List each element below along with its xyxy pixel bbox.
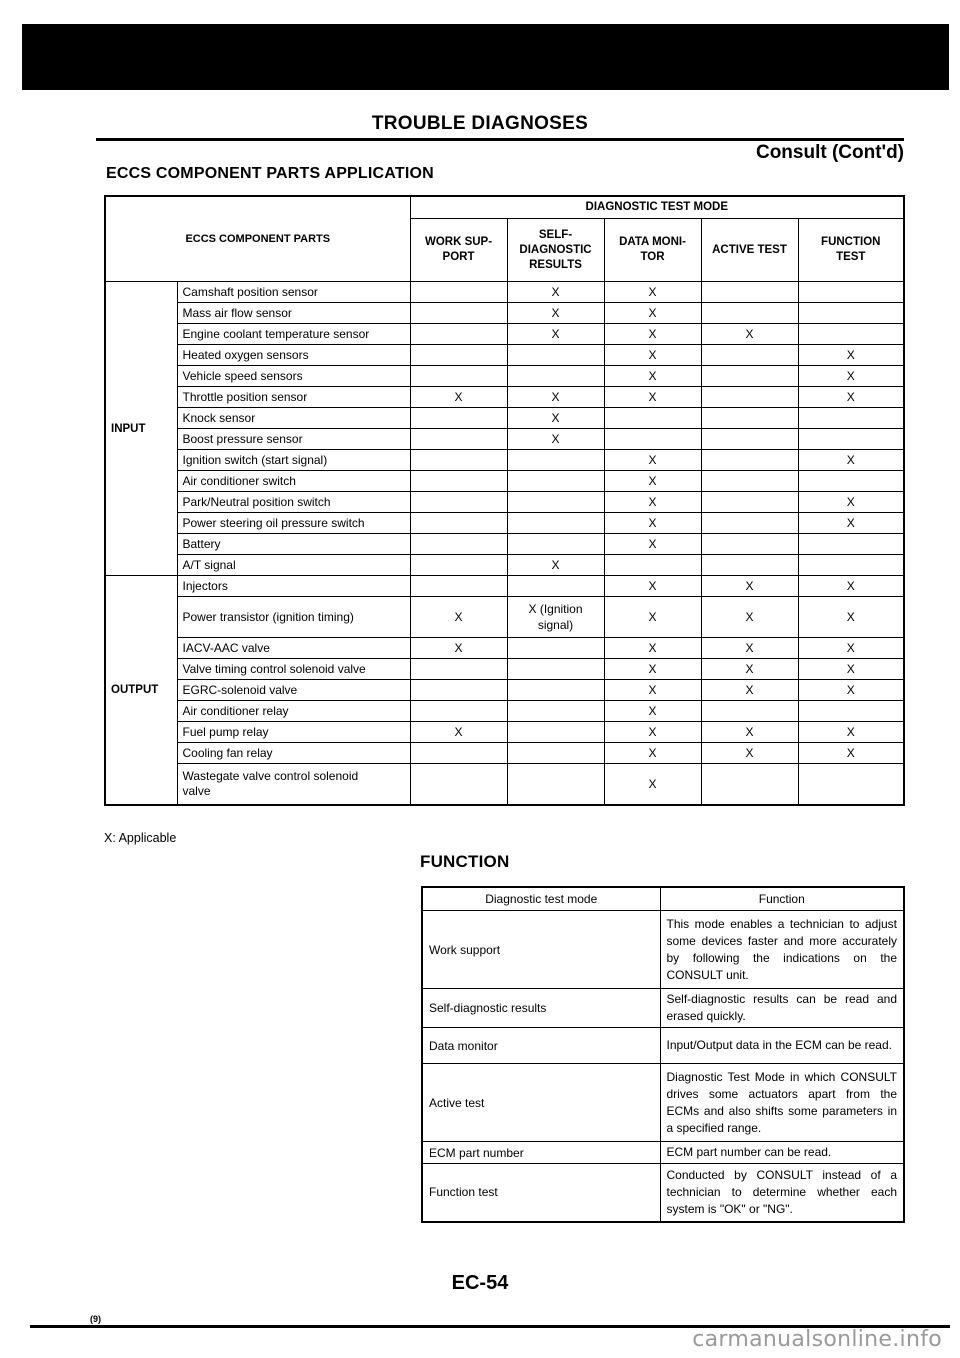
applicable-mark: X <box>798 743 904 764</box>
applicable-mark: X <box>798 366 904 387</box>
page-number: EC-54 <box>451 1272 509 1294</box>
applicable-mark <box>410 345 507 366</box>
applicable-mark: X <box>701 743 798 764</box>
function-heading: FUNCTION <box>420 852 510 871</box>
applicable-mark <box>507 722 604 743</box>
applicable-mark: X <box>507 429 604 450</box>
table-row <box>105 303 904 324</box>
applicable-mark <box>798 282 904 303</box>
component-name: Fuel pump relay <box>177 722 410 743</box>
applicable-mark: X <box>604 576 701 597</box>
applicable-mark: X <box>410 638 507 659</box>
applicable-mark <box>507 701 604 722</box>
applicable-mark <box>507 492 604 513</box>
test-mode-name: Work support <box>422 911 660 989</box>
component-name: IACV-AAC valve <box>177 638 410 659</box>
applicable-mark <box>701 408 798 429</box>
watermark: carmanualsonline.info <box>692 1327 942 1352</box>
applicable-mark: X <box>604 387 701 408</box>
applicable-mark <box>410 555 507 576</box>
applicable-mark: X <box>798 513 904 534</box>
applicable-mark <box>701 387 798 408</box>
test-mode-name: Data monitor <box>422 1028 660 1064</box>
applicable-mark: X <box>798 450 904 471</box>
applicable-mark <box>701 701 798 722</box>
applicable-mark <box>410 366 507 387</box>
applicable-mark <box>410 659 507 680</box>
test-mode-name: Active test <box>422 1064 660 1142</box>
applicable-mark <box>701 492 798 513</box>
category-output: OUTPUT <box>105 576 177 806</box>
table-row <box>105 513 904 534</box>
column-header: SELF- DIAGNOSTIC RESULTS <box>507 219 604 282</box>
applicable-mark <box>410 534 507 555</box>
component-name: Power steering oil pressure switch <box>177 513 410 534</box>
applicable-mark <box>798 471 904 492</box>
applicable-mark <box>410 576 507 597</box>
applicable-mark <box>701 282 798 303</box>
applicable-mark: X <box>798 722 904 743</box>
applicable-mark: X <box>798 659 904 680</box>
applicable-mark <box>410 282 507 303</box>
table-row <box>105 743 904 764</box>
component-name: Battery <box>177 534 410 555</box>
table-row <box>105 408 904 429</box>
applicable-mark <box>798 555 904 576</box>
component-name: Boost pressure sensor <box>177 429 410 450</box>
applicable-mark <box>410 450 507 471</box>
header-black-bar <box>22 24 949 90</box>
page-title: TROUBLE DIAGNOSES <box>371 113 589 134</box>
function-table <box>421 886 905 1223</box>
applicable-mark <box>604 429 701 450</box>
applicable-mark: X <box>604 282 701 303</box>
applicable-mark: X <box>798 638 904 659</box>
function-row <box>422 911 904 989</box>
table-row <box>105 764 904 806</box>
applicable-mark <box>701 429 798 450</box>
applicable-mark: X <box>604 764 701 806</box>
applicable-mark <box>410 492 507 513</box>
applicable-mark: X <box>604 366 701 387</box>
component-name: Injectors <box>177 576 410 597</box>
applicable-mark <box>798 408 904 429</box>
applicable-mark: X <box>798 680 904 701</box>
applicable-mark: X <box>507 303 604 324</box>
applicable-mark: X <box>604 638 701 659</box>
applicable-mark <box>507 534 604 555</box>
applicable-mark <box>701 366 798 387</box>
function-row <box>422 1028 904 1064</box>
applicable-mark <box>507 743 604 764</box>
function-header-function: Function <box>660 887 904 911</box>
applicable-mark <box>701 513 798 534</box>
component-name: Air conditioner relay <box>177 701 410 722</box>
component-name: Engine coolant temperature sensor <box>177 324 410 345</box>
corner-header: ECCS COMPONENT PARTS <box>105 196 410 282</box>
table-row <box>105 534 904 555</box>
applicable-mark: X <box>701 597 798 638</box>
applicable-mark <box>410 429 507 450</box>
applicable-mark: X <box>604 743 701 764</box>
component-name: A/T signal <box>177 555 410 576</box>
test-mode-description: Self-diagnostic results can be read and erased quickly. <box>660 989 904 1028</box>
applicable-mark <box>701 303 798 324</box>
table-row <box>105 680 904 701</box>
applicable-mark: X <box>604 324 701 345</box>
table-row <box>105 659 904 680</box>
component-application-table <box>104 195 905 806</box>
applicable-mark <box>507 471 604 492</box>
applicable-mark <box>410 408 507 429</box>
column-header: ACTIVE TEST <box>701 219 798 282</box>
applicable-mark <box>701 450 798 471</box>
applicable-mark: X <box>604 471 701 492</box>
component-name: Knock sensor <box>177 408 410 429</box>
applicable-mark <box>604 555 701 576</box>
test-mode-description: ECM part number can be read. <box>660 1142 904 1164</box>
applicable-mark <box>701 345 798 366</box>
applicable-mark <box>507 345 604 366</box>
applicable-mark <box>701 764 798 806</box>
table-row <box>105 555 904 576</box>
applicable-mark: X <box>604 659 701 680</box>
applicable-mark <box>410 764 507 806</box>
applicable-mark <box>507 513 604 534</box>
applicable-mark <box>507 366 604 387</box>
test-mode-group-header: DIAGNOSTIC TEST MODE <box>410 196 904 219</box>
applicable-mark: X <box>507 387 604 408</box>
applicable-mark: X <box>701 576 798 597</box>
applicable-mark: X <box>604 680 701 701</box>
applicable-mark: X <box>507 408 604 429</box>
applicable-mark: X <box>507 555 604 576</box>
applicable-mark <box>798 303 904 324</box>
table-row <box>105 576 904 597</box>
applicable-mark: X <box>701 680 798 701</box>
category-input: INPUT <box>105 282 177 576</box>
component-name: EGRC-solenoid valve <box>177 680 410 701</box>
footnote: X: Applicable <box>104 831 177 845</box>
test-mode-description: Input/Output data in the ECM can be read. <box>660 1028 904 1064</box>
applicable-mark <box>701 471 798 492</box>
applicable-mark: X <box>604 534 701 555</box>
section-heading: ECCS COMPONENT PARTS APPLICATION <box>106 165 434 182</box>
applicable-mark <box>798 534 904 555</box>
applicable-mark: X <box>798 345 904 366</box>
applicable-mark: X <box>410 597 507 638</box>
test-mode-description: Diagnostic Test Mode in which CONSULT drives some actuators apart from the ECMs and also shifts some parameters in a specified range. <box>660 1064 904 1142</box>
applicable-mark <box>798 324 904 345</box>
applicable-mark <box>507 638 604 659</box>
table-row <box>105 597 904 638</box>
applicable-mark <box>410 701 507 722</box>
applicable-mark: X (Ignition signal) <box>507 597 604 638</box>
applicable-mark: X <box>604 492 701 513</box>
table-row <box>105 429 904 450</box>
test-mode-description: This mode enables a technician to adjust some devices faster and more accurately by following the indications on the CONSULT unit. <box>660 911 904 989</box>
applicable-mark: X <box>798 576 904 597</box>
applicable-mark <box>798 764 904 806</box>
applicable-mark <box>798 429 904 450</box>
component-name: Mass air flow sensor <box>177 303 410 324</box>
table-row <box>105 471 904 492</box>
component-name: Cooling fan relay <box>177 743 410 764</box>
applicable-mark <box>507 450 604 471</box>
applicable-mark: X <box>798 492 904 513</box>
column-header: DATA MONI- TOR <box>604 219 701 282</box>
function-row <box>422 1064 904 1142</box>
applicable-mark: X <box>701 722 798 743</box>
function-header-mode: Diagnostic test mode <box>422 887 660 911</box>
column-header: FUNCTION TEST <box>798 219 904 282</box>
table-row <box>105 492 904 513</box>
applicable-mark: X <box>507 324 604 345</box>
applicable-mark: X <box>604 701 701 722</box>
applicable-mark: X <box>701 638 798 659</box>
table-row <box>105 366 904 387</box>
function-row <box>422 989 904 1028</box>
header-rule <box>96 138 904 141</box>
applicable-mark <box>410 513 507 534</box>
applicable-mark <box>410 303 507 324</box>
applicable-mark: X <box>604 450 701 471</box>
applicable-mark: X <box>410 722 507 743</box>
applicable-mark <box>701 555 798 576</box>
component-name: Power transistor (ignition timing) <box>177 597 410 638</box>
applicable-mark: X <box>604 345 701 366</box>
applicable-mark <box>410 471 507 492</box>
applicable-mark <box>604 408 701 429</box>
applicable-mark <box>410 680 507 701</box>
component-name: Wastegate valve control solenoid valve <box>177 764 410 806</box>
page-subtitle: Consult (Cont'd) <box>755 142 904 163</box>
applicable-mark <box>507 659 604 680</box>
bottom-mark: (9) <box>90 1314 101 1324</box>
component-name: Air conditioner switch <box>177 471 410 492</box>
applicable-mark: X <box>701 659 798 680</box>
table-row <box>105 282 904 303</box>
applicable-mark: X <box>798 597 904 638</box>
component-name: Throttle position sensor <box>177 387 410 408</box>
applicable-mark: X <box>604 513 701 534</box>
applicable-mark: X <box>604 722 701 743</box>
applicable-mark: X <box>701 324 798 345</box>
applicable-mark <box>410 324 507 345</box>
function-row <box>422 1142 904 1164</box>
applicable-mark: X <box>604 597 701 638</box>
test-mode-name: Function test <box>422 1164 660 1222</box>
function-row <box>422 1164 904 1222</box>
table-row <box>105 450 904 471</box>
test-mode-name: ECM part number <box>422 1142 660 1164</box>
table-row <box>105 722 904 743</box>
applicable-mark <box>701 534 798 555</box>
applicable-mark <box>410 743 507 764</box>
test-mode-description: Conducted by CONSULT instead of a technician to determine whether each system is "OK" or "NG". <box>660 1164 904 1222</box>
table-row <box>105 387 904 408</box>
component-name: Vehicle speed sensors <box>177 366 410 387</box>
component-name: Heated oxygen sensors <box>177 345 410 366</box>
table-row <box>105 701 904 722</box>
column-header: WORK SUP- PORT <box>410 219 507 282</box>
table-row <box>105 638 904 659</box>
applicable-mark <box>507 764 604 806</box>
component-name: Valve timing control solenoid valve <box>177 659 410 680</box>
applicable-mark: X <box>798 387 904 408</box>
table-row <box>105 345 904 366</box>
applicable-mark <box>507 576 604 597</box>
applicable-mark <box>798 701 904 722</box>
test-mode-name: Self-diagnostic results <box>422 989 660 1028</box>
applicable-mark: X <box>410 387 507 408</box>
applicable-mark <box>507 680 604 701</box>
component-name: Ignition switch (start signal) <box>177 450 410 471</box>
applicable-mark: X <box>604 303 701 324</box>
applicable-mark: X <box>507 282 604 303</box>
component-name: Park/Neutral position switch <box>177 492 410 513</box>
table-row <box>105 324 904 345</box>
component-name: Camshaft position sensor <box>177 282 410 303</box>
